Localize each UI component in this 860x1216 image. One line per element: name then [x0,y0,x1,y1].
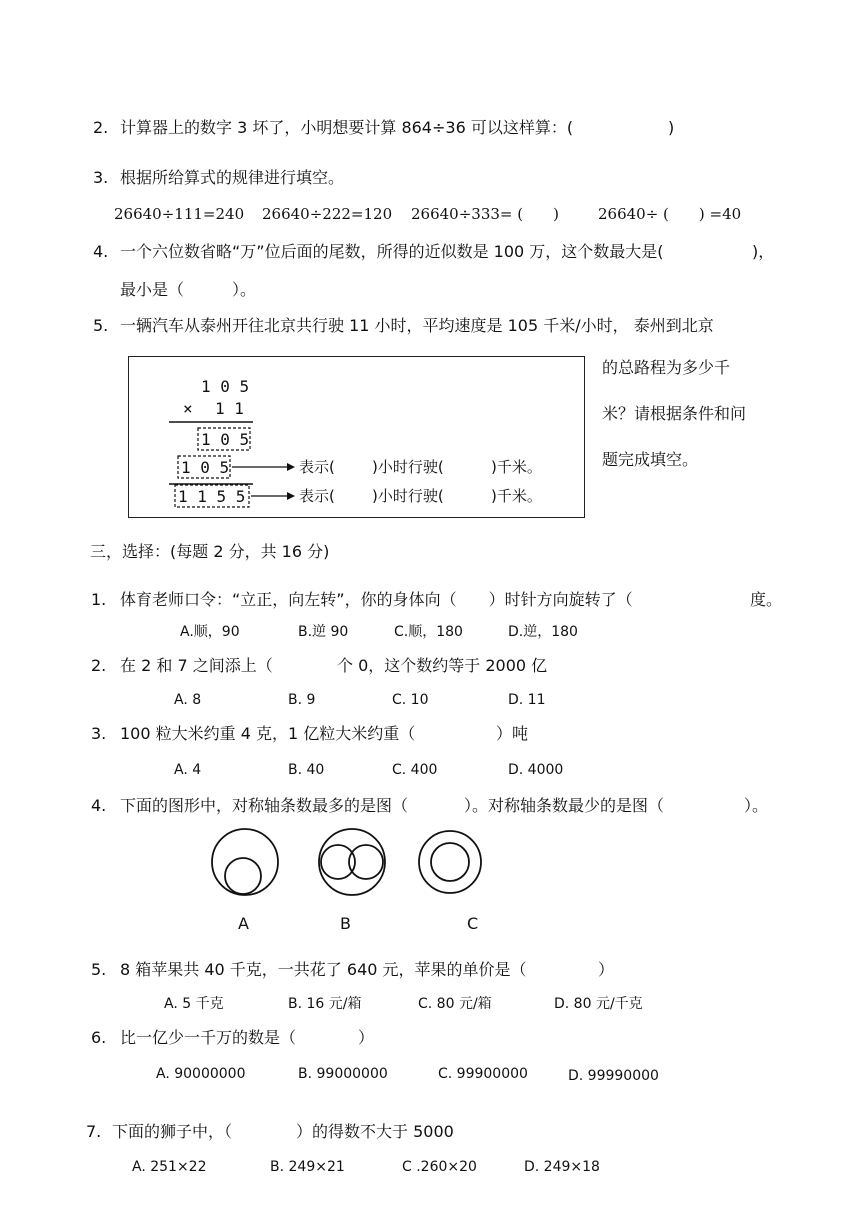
question-text: 个 0，这个数约等于 2000 亿 [337,656,548,675]
option-c[interactable]: C .260×20 [402,1159,477,1175]
vertical-multiplication-box [128,356,585,518]
question-text: ）吨 [496,724,529,743]
arrow-head-icon [287,463,295,471]
question-text: ）的得数不大于 5000 [296,1122,454,1141]
fill-text: 表示( [299,487,335,505]
equation: 26640÷111=240 [114,205,245,223]
question-text: ） [598,960,615,979]
partial-product: 1 0 5 [181,458,230,477]
question-text: 一个六位数省略“万”位后面的尾数，所得的近似数是 100 万，这个数最大是( [120,242,664,261]
outer-circle [419,831,481,893]
option-c[interactable]: C. 10 [392,692,429,708]
question-text: ）。 [744,796,769,815]
question-text: ） [358,1028,375,1047]
option-b[interactable]: B. 249×21 [270,1159,345,1175]
option-d[interactable]: D. 4000 [508,762,564,778]
option-d[interactable]: D. 249×18 [524,1159,600,1175]
option-a[interactable]: A. 90000000 [156,1066,246,1082]
option-a[interactable]: A. 251×22 [132,1159,207,1175]
option-b[interactable]: B. 9 [288,692,316,708]
fill-blank[interactable]: )小时行驶( [372,458,444,476]
inner-circle [225,858,261,894]
question-number: 3. [93,168,109,187]
question-text: 的总路程为多少千 [602,358,731,377]
multiplicand: 1 0 5 [201,377,250,396]
times-sign: × [183,399,193,418]
partial-product: 1 0 5 [201,430,250,449]
figure-c[interactable] [419,831,481,893]
option-a[interactable]: A. 5 千克 [164,996,224,1012]
question-text: 下面的狮子中，（ [112,1122,233,1141]
question-number: 4. [91,796,107,815]
option-a[interactable]: A. 8 [174,692,202,708]
question-number: 2. [91,656,107,675]
option-c[interactable]: C. 99900000 [438,1066,528,1082]
symmetry-figures [210,828,510,908]
question-number: 3. [91,724,107,743]
figure-label: B [340,914,351,933]
question-text: 8 箱苹果共 40 千克，一共花了 640 元，苹果的单价是（ [120,960,527,979]
option-b[interactable]: B. 40 [288,762,325,778]
equation-blank[interactable]: 26640÷333= ( ) [411,205,559,223]
question-text: 米？请根据条件和问 [602,404,747,423]
equation-blank[interactable]: 26640÷ ( ) =40 [598,205,742,223]
option-d[interactable]: D.逆，180 [508,624,578,640]
figure-b[interactable] [319,829,385,895]
figure-a[interactable] [212,829,278,895]
question-text: 下面的图形中，对称轴条数最多的是图（ [120,796,409,815]
question-number: 2. [93,118,109,137]
question-number: 4. [93,242,109,261]
figure-label: A [238,914,249,933]
question-text: 计算器上的数字 3 坏了，小明想要计算 864÷36 可以这样算：( [120,118,574,137]
question-text: ）。对称轴条数最少的是图（ [464,796,665,815]
question-number: 6. [91,1028,107,1047]
question-text: 比一亿少一千万的数是（ [120,1028,297,1047]
option-c[interactable]: C.顺，180 [394,624,463,640]
question-number: 1. [91,590,107,609]
fill-text: 表示( [299,458,335,476]
answer-blank[interactable]: )， [752,242,775,261]
question-number: 5. [91,960,107,979]
fill-blank[interactable]: )千米。 [491,487,542,505]
question-number: 7. [86,1122,102,1141]
option-a[interactable]: A. 4 [174,762,202,778]
option-c[interactable]: C. 80 元/箱 [418,996,492,1012]
question-number: 5. [93,316,109,335]
multiplier: 1 1 [215,399,244,418]
section-title: 三，选择：(每题 2 分，共 16 分) [90,542,330,561]
question-text: 一辆汽车从泰州开往北京共行驶 11 小时，平均速度是 105 千米/小时， 泰州到北京 [120,316,714,335]
answer-blank[interactable]: 最小是（ ）。 [120,280,257,299]
option-b[interactable]: B. 99000000 [298,1066,388,1082]
option-d[interactable]: D. 80 元/千克 [554,996,643,1012]
outer-circle [319,829,385,895]
question-text: 题完成填空。 [602,450,699,469]
question-text: 根据所给算式的规律进行填空。 [120,168,345,187]
fill-blank[interactable]: )小时行驶( [372,487,444,505]
question-text: 100 粒大米约重 4 克，1 亿粒大米约重（ [120,724,416,743]
fill-blank[interactable]: )千米。 [491,458,542,476]
question-text: 体育老师口令：“立正，向左转”，你的身体向（ ）时针方向旋转了（ [120,590,633,609]
option-c[interactable]: C. 400 [392,762,438,778]
option-a[interactable]: A.顺，90 [180,624,240,640]
figure-label: C [467,914,479,933]
question-text: 在 2 和 7 之间添上（ [120,656,273,675]
answer-blank[interactable]: ) [668,118,675,137]
equation: 26640÷222=120 [262,205,393,223]
arrow-head-icon [287,492,295,500]
option-b[interactable]: B. 16 元/箱 [288,996,362,1012]
option-d[interactable]: D. 99990000 [568,1068,659,1084]
option-b[interactable]: B.逆 90 [298,624,349,640]
inner-circle [431,843,469,881]
outer-circle [212,829,278,895]
final-product: 1 1 5 5 [178,487,246,506]
question-text: 度。 [750,590,783,609]
option-d[interactable]: D. 11 [508,692,546,708]
